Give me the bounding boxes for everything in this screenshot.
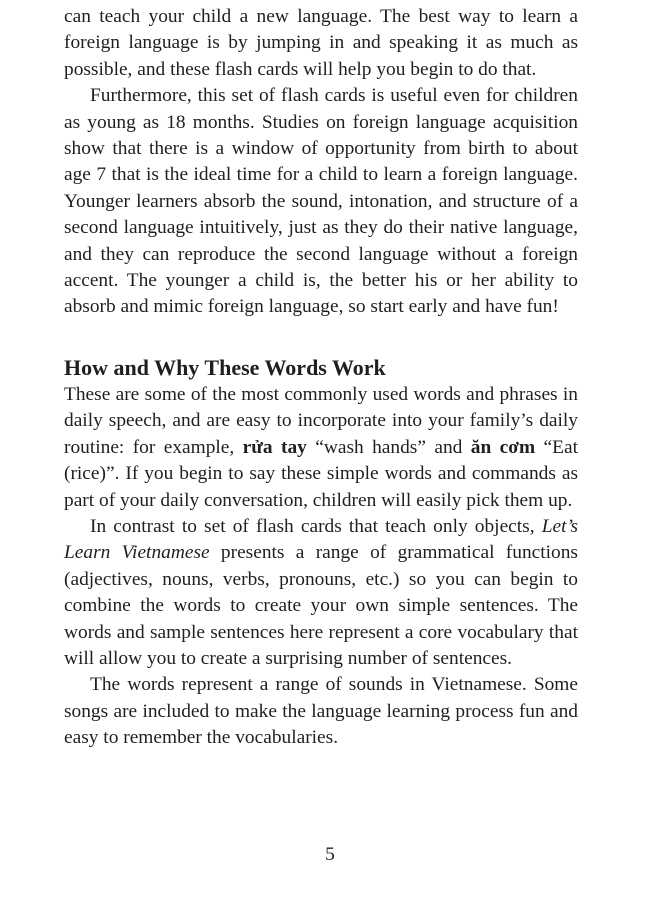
paragraph-text: presents a range of grammatical functions (adjectives, nouns, verbs, pronouns, etc.) so you can begin to combine the words to create your own simple sentences. The words and sample sentences here represent a core vocabulary that will allow you to create a surprising number of sentences. bbox=[64, 542, 578, 669]
vietnamese-term-wash-hands: rửa tay bbox=[242, 436, 307, 458]
paragraph-text: “Eat (rice)”. If you begin to say these simple words and commands as part of your daily conversation, children will easily pick them up. bbox=[64, 436, 578, 511]
paragraph-text: “wash hands” and bbox=[306, 436, 471, 458]
section-paragraph-2 bbox=[64, 514, 578, 672]
section-heading: How and Why These Words Work bbox=[64, 354, 386, 380]
paragraph-text: In contrast to set of flash cards that teach only objects, bbox=[90, 515, 542, 537]
section-paragraph-1 bbox=[64, 382, 578, 514]
page-body bbox=[64, 4, 578, 752]
intro-paragraph-2: Furthermore, this set of flash cards is useful even for children as young as 18 months. Studies on foreign language acquisition show that there is a window of opportunity from birth to about age 7 that is the ideal time for a child to learn a foreign language. Younger learners absorb the sound, intonation, and structure of a second language intuitively, just as they do their native language, and they can reproduce the second language without a foreign accent. The younger a child is, the better his or her ability to absorb and mimic foreign language, so start early and have fun! bbox=[64, 85, 578, 318]
section-paragraph-3: The words represent a range of sounds in Vietnamese. Some songs are included to make the language learning process fun and easy to remember the vocabularies. bbox=[64, 674, 578, 749]
book-title: Let’s Learn Vietnamese bbox=[64, 515, 578, 564]
paragraph-text: These are some of the most commonly used words and phrases in daily speech, and are easy to incorporate into your family’s daily routine: for example, bbox=[64, 383, 578, 458]
vietnamese-term-eat-rice: ăn cơm bbox=[470, 436, 536, 458]
page-number: 5 bbox=[325, 844, 335, 865]
intro-paragraph-1: can teach your child a new language. The best way to learn a foreign language is by jumping in and speaking it as much as possible, and these flash cards will help you begin to do that. bbox=[64, 6, 578, 80]
